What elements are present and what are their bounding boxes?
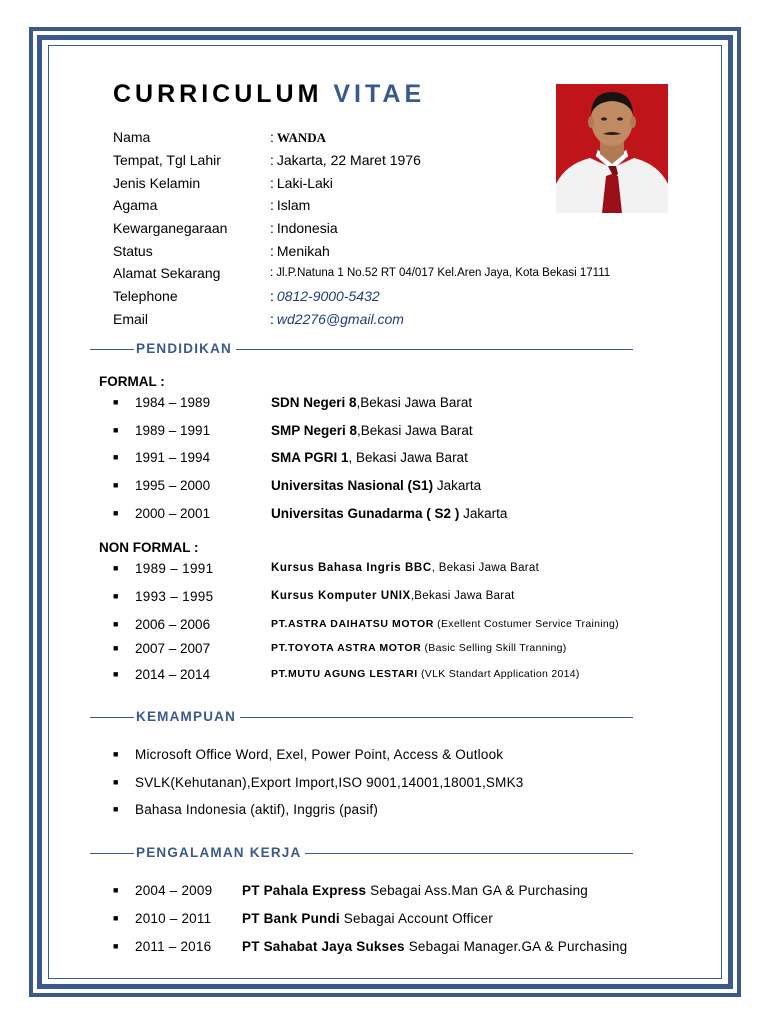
skill-text: SVLK(Kehutanan),Export Import,ISO 9001,14001,18001,SMK3: [135, 774, 524, 790]
info-value-phone: 0812-9000-5432: [276, 288, 380, 305]
section-heading-kemampuan: [90, 709, 633, 725]
job-role: Sebagai Manager.GA & Purchasing: [404, 938, 628, 954]
section-title: PENDIDIKAN: [134, 341, 236, 357]
list-item-text: [271, 642, 567, 654]
list-item: [113, 745, 683, 763]
bullet-icon: ■: [113, 563, 119, 573]
institution-name: SMA PGRI 1: [271, 449, 349, 465]
section-title: PENGALAMAN KERJA: [134, 845, 305, 861]
info-label: Telephone: [113, 288, 178, 305]
course-detail: (Exellent Costumer Service Training): [433, 618, 619, 630]
colon: :: [270, 220, 274, 237]
personal-info: [113, 126, 673, 330]
colon: :: [270, 288, 274, 305]
company-name: PT Bank Pundi: [242, 910, 340, 926]
colon: :: [270, 310, 274, 327]
bullet-icon: ■: [113, 777, 119, 787]
list-item-years: 2006 – 2006: [135, 616, 211, 632]
skill-text: Bahasa Indonesia (aktif), Inggris (pasif): [135, 801, 379, 817]
info-row-email: [113, 308, 673, 331]
info-value-nama: WANDA: [276, 129, 327, 145]
info-value-container: [270, 220, 338, 236]
info-row-gender: [113, 171, 673, 194]
list-item: [113, 639, 683, 657]
institution-detail: Jakarta: [459, 505, 508, 521]
course-detail: , Bekasi Jawa Barat: [431, 562, 540, 574]
list-item-years: 2007 – 2007: [135, 640, 211, 656]
nonformal-label: NON FORMAL :: [99, 540, 199, 555]
job-role: Sebagai Ass.Man GA & Purchasing: [366, 882, 588, 898]
list-item-years: 2004 – 2009: [135, 882, 213, 898]
list-item-years: 1991 – 1994: [135, 449, 211, 465]
colon: :: [270, 152, 274, 169]
list-item: [113, 615, 683, 633]
info-value-gender: Laki-Laki: [276, 174, 333, 191]
bullet-icon: ■: [113, 397, 119, 407]
title-part-1: CURRICULUM: [113, 80, 323, 108]
course-name: Kursus Komputer UNIX: [271, 590, 411, 602]
skill-text: Microsoft Office Word, Exel, Power Point, Access & Outlook: [135, 746, 504, 762]
list-item-text: [271, 562, 539, 574]
info-value-container: [270, 197, 310, 213]
bullet-icon: ■: [113, 643, 119, 653]
info-row-address: [113, 262, 673, 285]
info-row-religion: [113, 194, 673, 217]
bullet-icon: ■: [113, 804, 119, 814]
section-heading-pengalaman: [90, 845, 633, 861]
bullet-icon: ■: [113, 619, 119, 629]
list-item-years: 2011 – 2016: [135, 938, 212, 954]
list-item-text: [271, 668, 580, 680]
list-item: [113, 773, 683, 791]
institution-name: Universitas Nasional (S1): [271, 477, 434, 493]
colon: :: [270, 128, 274, 145]
bullet-icon: ■: [113, 913, 119, 923]
list-item: [113, 587, 683, 605]
list-item-years: 2010 – 2011: [135, 910, 212, 926]
info-row-birth: [113, 149, 673, 172]
list-item: [113, 937, 683, 955]
colon: :: [270, 174, 274, 191]
course-detail: ,Bekasi Jawa Barat: [410, 590, 515, 602]
list-item-text: [242, 911, 493, 926]
list-item-years: 1993 – 1995: [135, 588, 214, 604]
bullet-icon: ■: [113, 508, 119, 518]
bullet-icon: ■: [113, 425, 119, 435]
info-row-nationality: [113, 217, 673, 240]
list-item: [113, 881, 683, 899]
page-title: [113, 80, 425, 109]
list-item: [113, 800, 683, 818]
list-item-text: [271, 618, 619, 630]
company-name: PT Sahabat Jaya Sukses: [242, 938, 405, 954]
info-value-container: [270, 311, 404, 327]
list-item-text: [271, 478, 481, 493]
list-item: [113, 909, 683, 927]
institution-name: SDN Negeri 8: [271, 394, 357, 410]
info-label: Kewarganegaraan: [113, 220, 228, 237]
colon: :: [270, 267, 274, 280]
bullet-icon: ■: [113, 480, 119, 490]
info-label: Agama: [113, 197, 158, 214]
list-item: [113, 504, 683, 522]
list-item-text: [271, 395, 472, 410]
bullet-icon: ■: [113, 885, 119, 895]
section-title: KEMAMPUAN: [134, 709, 240, 725]
course-detail: (Basic Selling Skill Tranning): [421, 642, 567, 654]
info-label: Email: [113, 310, 149, 327]
institution-name: SMP Negeri 8: [271, 422, 358, 438]
list-item-text: [271, 590, 515, 602]
info-value-container: [270, 175, 333, 191]
formal-label: FORMAL :: [99, 374, 165, 389]
list-item: [113, 665, 683, 683]
info-label: Tempat, Tgl Lahir: [113, 152, 221, 169]
bullet-icon: ■: [113, 669, 119, 679]
list-item-text: [271, 423, 473, 438]
list-item-text: [271, 506, 507, 521]
info-label: Nama: [113, 129, 151, 146]
list-item-text: [242, 883, 588, 898]
info-value-container: [270, 243, 330, 259]
institution-detail: Jakarta: [433, 477, 482, 493]
colon: :: [270, 242, 274, 259]
info-value-nationality: Indonesia: [276, 220, 338, 237]
info-label: Jenis Kelamin: [113, 174, 201, 191]
course-name: PT.TOYOTA ASTRA MOTOR: [271, 642, 422, 654]
info-row-nama: [113, 126, 673, 149]
list-item: [113, 448, 683, 466]
list-item: [113, 476, 683, 494]
info-value-status: Menikah: [276, 242, 330, 259]
info-value-container: [270, 129, 326, 146]
info-value-container: [270, 152, 421, 168]
list-item-text: [242, 939, 627, 954]
info-value-container: [270, 267, 610, 279]
colon: :: [270, 197, 274, 214]
info-label: Status: [113, 242, 153, 259]
list-item-text: [271, 450, 468, 465]
list-item-years: 1984 – 1989: [135, 394, 211, 410]
institution-detail: ,Bekasi Jawa Barat: [357, 422, 473, 438]
institution-detail: ,Bekasi Jawa Barat: [356, 394, 473, 410]
course-detail: (VLK Standart Application 2014): [417, 668, 580, 680]
list-item: [113, 421, 683, 439]
list-item: [113, 393, 683, 411]
list-item-years: 1989 – 1991: [135, 560, 214, 576]
info-value-email[interactable]: wd2276@gmail.com: [276, 310, 404, 327]
info-row-phone: [113, 285, 673, 308]
bullet-icon: ■: [113, 452, 119, 462]
bullet-icon: ■: [113, 749, 119, 759]
bullet-icon: ■: [113, 941, 119, 951]
course-name: PT.ASTRA DAIHATSU MOTOR: [271, 618, 434, 630]
info-row-status: [113, 239, 673, 262]
info-value-container: [270, 288, 380, 304]
company-name: PT Pahala Express: [242, 882, 367, 898]
info-value-religion: Islam: [276, 197, 311, 214]
institution-detail: , Bekasi Jawa Barat: [348, 449, 468, 465]
institution-name: Universitas Gunadarma ( S2 ): [271, 505, 460, 521]
list-item-years: 2000 – 2001: [135, 505, 211, 521]
section-heading-pendidikan: [90, 341, 633, 357]
info-value-birth: Jakarta, 22 Maret 1976: [276, 152, 421, 169]
course-name: Kursus Bahasa Ingris BBC: [271, 562, 432, 574]
list-item-years: 2014 – 2014: [135, 666, 211, 682]
list-item-years: 1995 – 2000: [135, 477, 211, 493]
job-role: Sebagai Account Officer: [339, 910, 494, 926]
info-label: Alamat Sekarang: [113, 265, 221, 282]
list-item: [113, 559, 683, 577]
bullet-icon: ■: [113, 591, 119, 601]
info-value-address: Jl.P.Natuna 1 No.52 RT 04/017 Kel.Aren Jaya, Kota Bekasi 17111: [276, 267, 611, 280]
course-name: PT.MUTU AGUNG LESTARI: [271, 668, 418, 680]
list-item-years: 1989 – 1991: [135, 422, 211, 438]
title-part-2: VITAE: [333, 80, 426, 108]
